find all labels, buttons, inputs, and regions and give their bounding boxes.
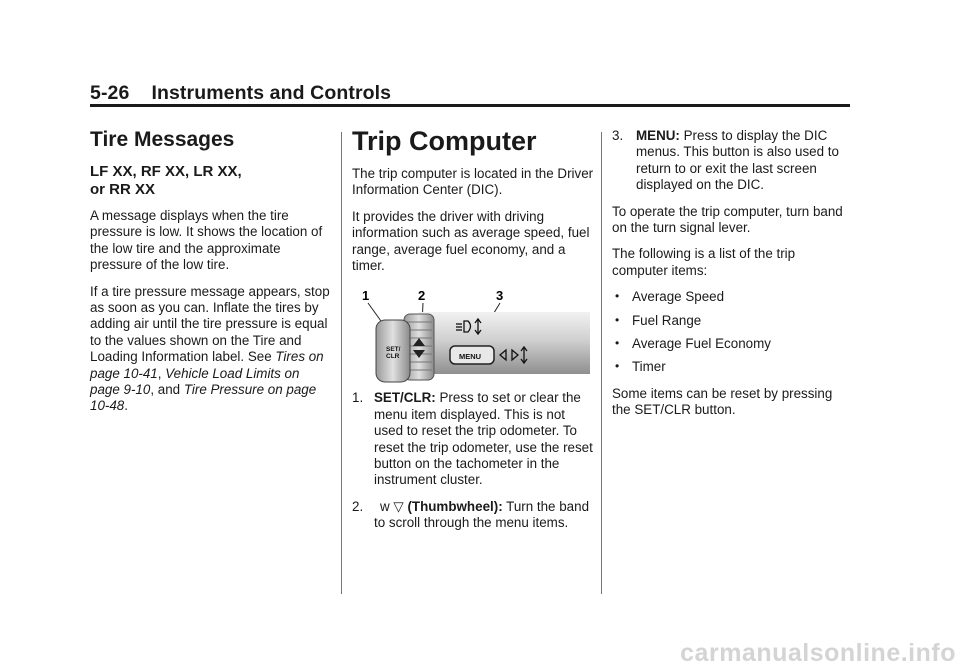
- set-clr-label-line1: SET/: [386, 346, 401, 354]
- bullet-icon: •: [615, 336, 620, 351]
- column-divider-1: [341, 132, 342, 594]
- left-column: [90, 128, 330, 425]
- list-item: • Fuel Range: [615, 312, 702, 328]
- right-column: [612, 128, 852, 429]
- ref-vehicle-load-link[interactable]: Vehicle Load Limits on page 9-10: [90, 365, 300, 398]
- tire-subheading-2: or RR XX: [90, 181, 156, 198]
- bullet-icon: •: [615, 312, 620, 327]
- turn-signal-lever-figure: [358, 286, 590, 384]
- item-thumbwheel: 2. w ▽ (Thumbwheel): Turn the band to scroll through the menu items.: [352, 498, 590, 531]
- list-intro-paragraph: The following is a list of the trip computer items:: [612, 246, 796, 278]
- item-set-clr: 1. SET/CLR: Press to set or clear the menu item displayed. This is not used to reset the trip odometer. To reset the trip odometer, use the reset button on the tachometer in the instrument cluster.: [352, 390, 593, 488]
- tire-messages-heading: Tire Messages: [90, 128, 235, 151]
- list-item: • Timer: [615, 359, 666, 375]
- list-item: • Average Speed: [615, 289, 725, 305]
- trip-computer-heading: Trip Computer: [352, 126, 537, 156]
- tire-pressure-paragraph: If a tire pressure message appears, stop as soon as you can. Inflate the tires by adding air until the tire pressure is equal to the values shown on the Tire and Loading Information label. See Tires on page 10-41, Vehicle Load Limits on page 9-10, and Tire Pressure on page 10-48.: [90, 283, 330, 414]
- callout-3: 3: [496, 288, 504, 304]
- operate-paragraph: To operate the trip computer, turn band on the turn signal lever.: [612, 203, 843, 236]
- column-divider-2: [601, 132, 602, 594]
- tire-subheading-1: LF XX, RF XX, LR XX,: [90, 163, 242, 180]
- reset-paragraph: Some items can be reset by pressing the SET/CLR button.: [612, 385, 833, 418]
- header-rule: [90, 104, 850, 107]
- trip-intro-paragraph: The trip computer is located in the Driver Information Center (DIC).: [352, 166, 594, 198]
- middle-column: [352, 126, 594, 542]
- page-header: [90, 82, 850, 105]
- section-title: Instruments and Controls: [151, 82, 392, 104]
- page-number: 5-26: [90, 82, 130, 104]
- set-clr-label-line2: CLR: [386, 353, 400, 361]
- trip-info-paragraph: It provides the driver with driving information such as average speed, fuel range, average fuel economy, and a timer.: [352, 208, 590, 274]
- list-item: • Average Fuel Economy: [615, 336, 771, 352]
- watermark: carmanualsonline.info: [680, 639, 956, 667]
- bullet-icon: •: [615, 289, 620, 304]
- menu-button-label: MENU: [459, 352, 482, 362]
- item-menu: 3. MENU: Press to display the DIC menus. This button is also used to return to or exit the last screen displayed on the DIC.: [612, 128, 839, 193]
- thumbwheel-icon: w ▽: [380, 498, 404, 514]
- ref-tire-pressure-link[interactable]: Tire Pressure on page 10-48: [90, 382, 317, 414]
- bullet-icon: •: [615, 359, 620, 374]
- callout-2: 2: [418, 288, 426, 304]
- ref-tires-link[interactable]: Tires on page 10-41: [90, 349, 324, 381]
- tire-message-paragraph: A message displays when the tire pressure is low. It shows the location of the low tire and the approximate pressure of the low tire.: [90, 208, 323, 273]
- callout-1: 1: [362, 288, 370, 304]
